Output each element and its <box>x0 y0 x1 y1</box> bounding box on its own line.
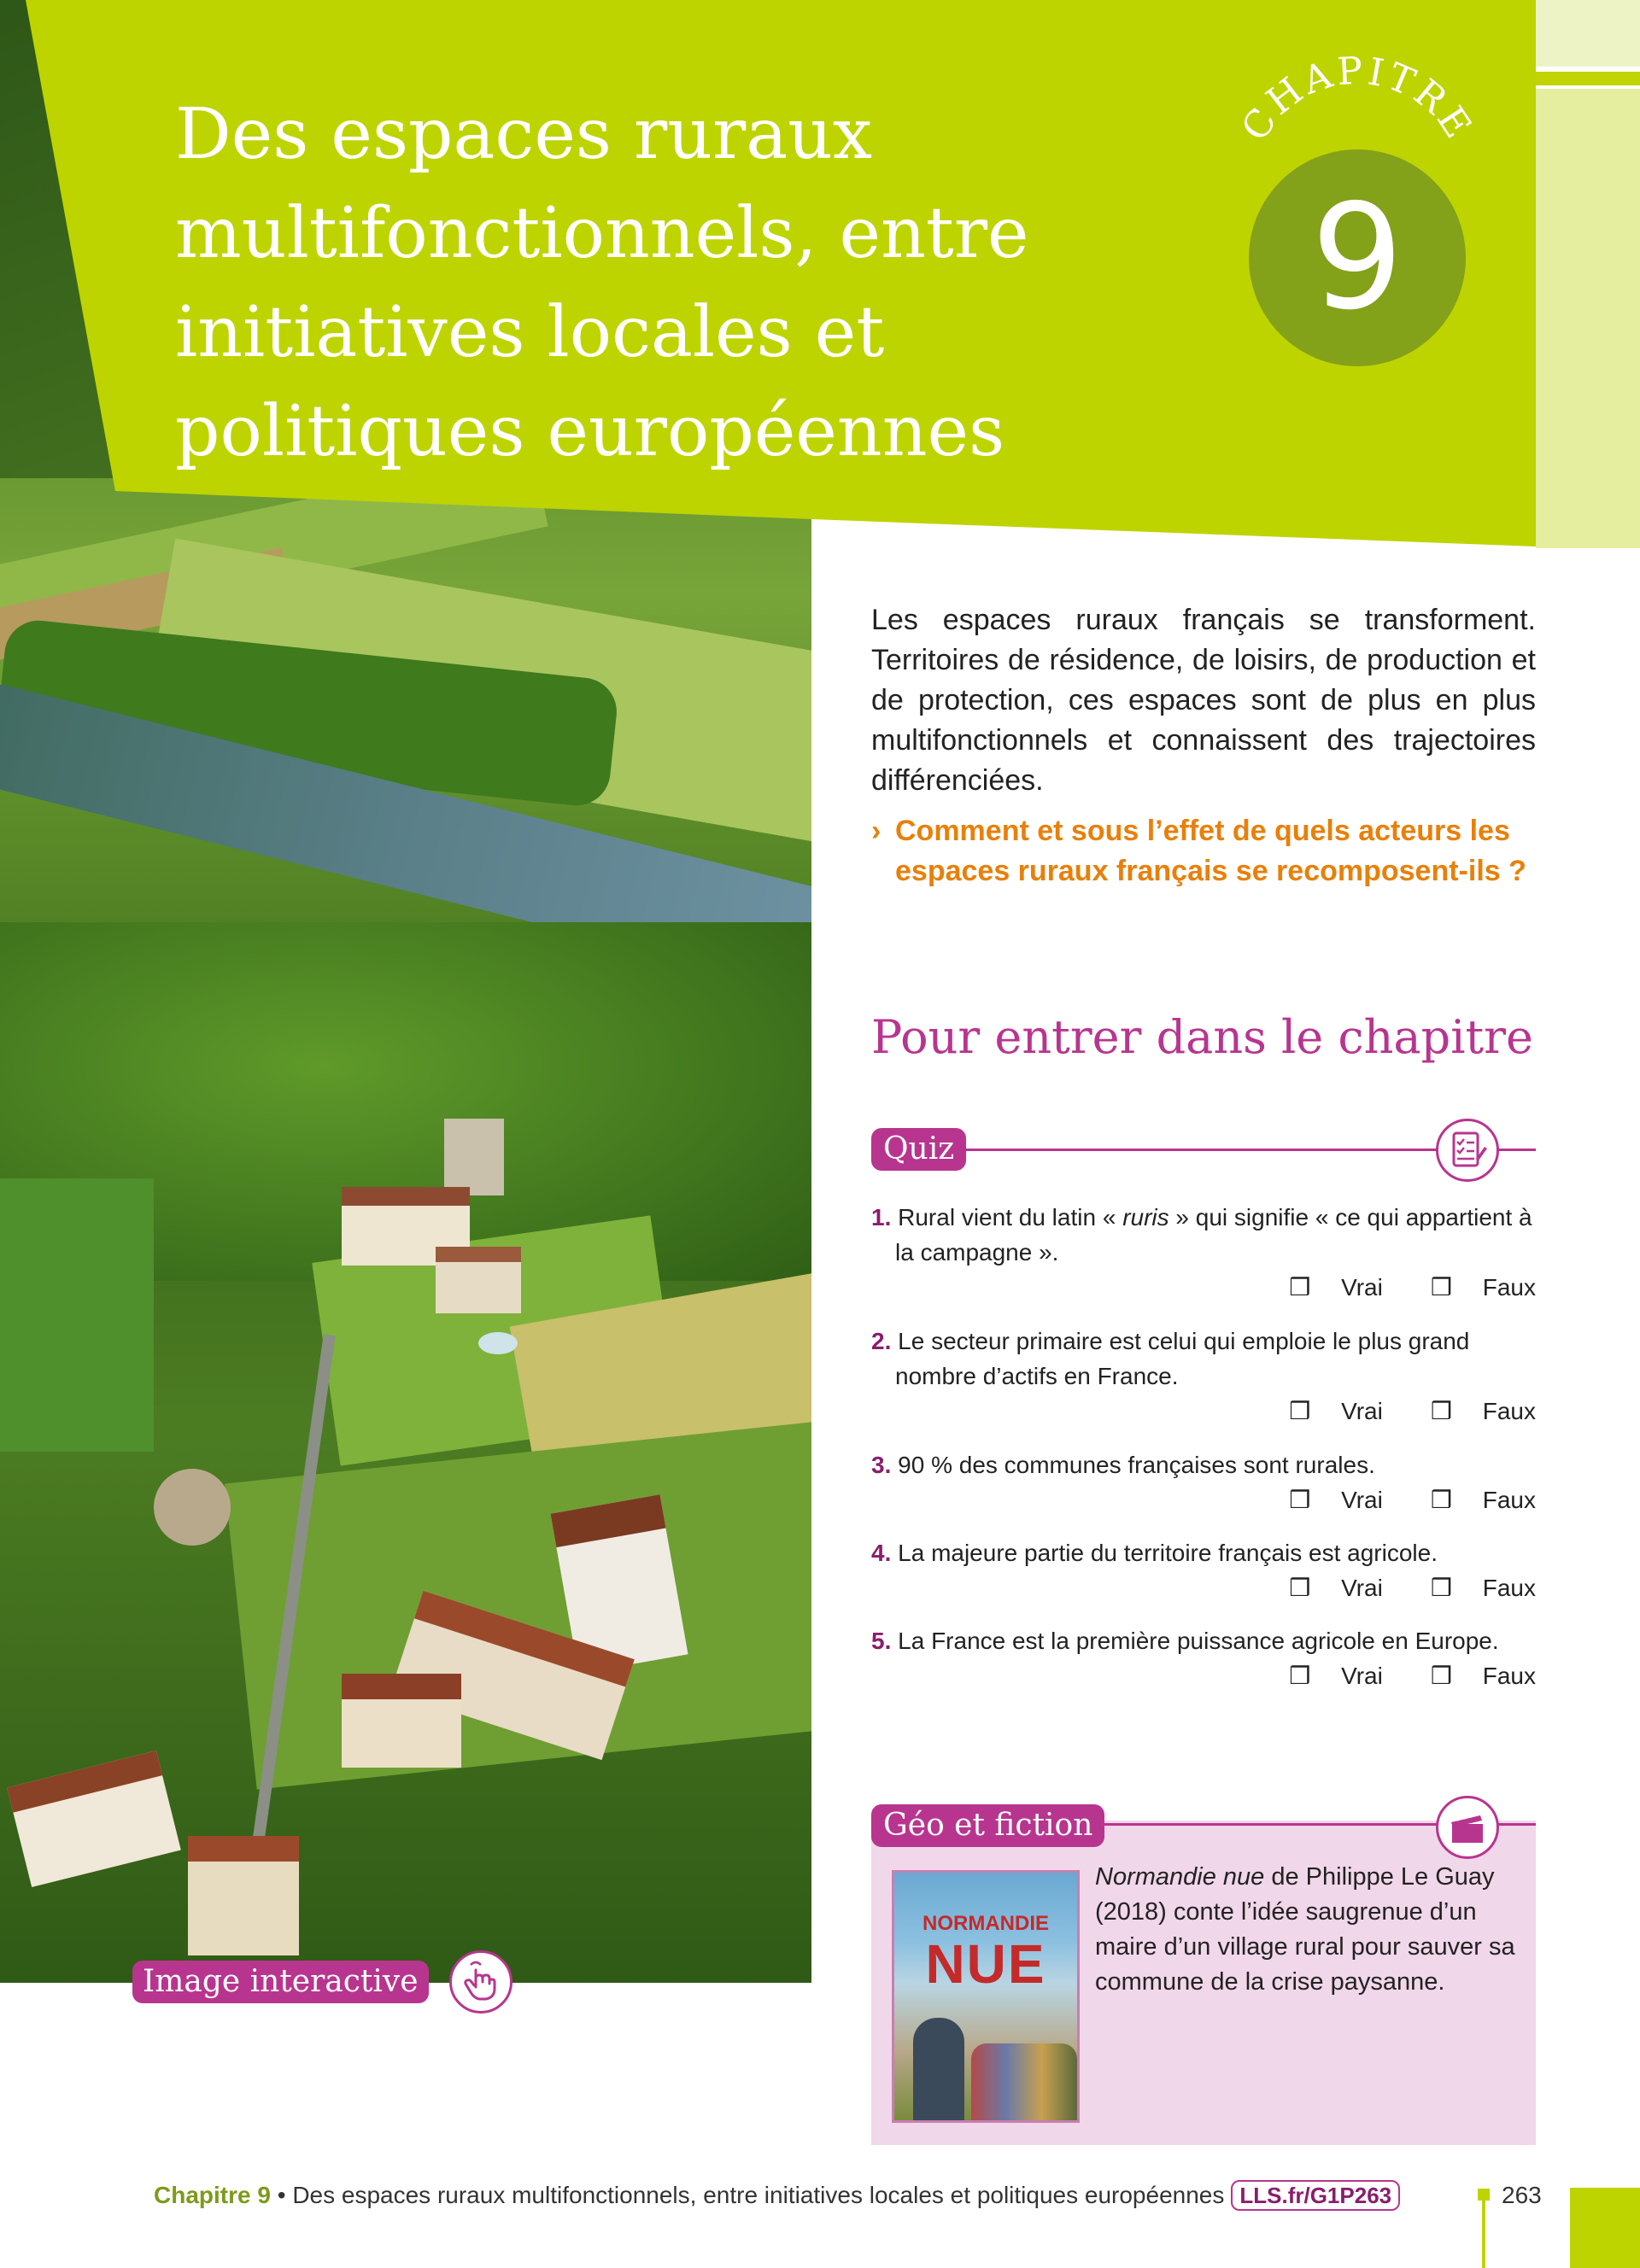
quiz-question <box>871 1324 1536 1394</box>
footer-title: Des espaces ruraux multifonctionnels, entre initiatives locales et politiques européennes <box>292 2182 1225 2208</box>
quiz-question-text: La majeure partie du territoire français est agricole. <box>898 1540 1438 1566</box>
checkbox-icon: ❒ <box>1289 1663 1311 1689</box>
chapter-number: 9 <box>1310 173 1404 342</box>
vrai-option[interactable] <box>1265 1274 1383 1301</box>
photo-house-1 <box>444 1119 504 1195</box>
film-poster[interactable] <box>892 1870 1080 2123</box>
quiz-question-text: Rural vient du latin « <box>898 1204 1123 1230</box>
quiz-question <box>871 1623 1536 1658</box>
quiz-question-italic: ruris <box>1122 1204 1169 1230</box>
photo-bare-tree <box>154 1469 231 1546</box>
poster-person <box>913 2018 964 2120</box>
checkbox-icon: ❒ <box>1430 1575 1452 1601</box>
checkbox-icon: ❒ <box>1289 1487 1311 1513</box>
quiz-question-text: 90 % des communes françaises sont rurales. <box>898 1452 1375 1478</box>
vrai-label: Vrai <box>1341 1487 1383 1513</box>
footer-separator: • <box>270 2182 293 2208</box>
chapter-title-line: Des espaces ruraux <box>175 94 873 175</box>
faux-label: Faux <box>1482 1274 1536 1301</box>
vrai-option[interactable] <box>1265 1663 1383 1689</box>
photo-house-3 <box>436 1247 521 1313</box>
quiz-question-text: Le secteur primaire est celui qui emploie le plus grand nombre d’actifs en France. <box>895 1328 1470 1389</box>
footer-link[interactable]: LLS.fr/G1P263 <box>1231 2180 1400 2211</box>
checkbox-icon: ❒ <box>1289 1575 1311 1601</box>
problem-question-text: Comment et sous l’effet de quels acteurs les espaces ruraux français se recomposent-ils ? <box>895 815 1526 887</box>
photo-green-field-left <box>0 1178 154 1452</box>
quiz-question <box>871 1535 1536 1570</box>
quiz-answers <box>871 1570 1536 1605</box>
checkbox-icon: ❒ <box>1430 1398 1452 1424</box>
chevron-right-icon: › <box>871 815 882 847</box>
chapter-word-text: CHAPITRE <box>1233 49 1482 149</box>
quiz-item <box>871 1623 1536 1693</box>
footer-chapter: Chapitre 9 <box>154 2182 271 2208</box>
page-marker-line <box>1482 2201 1485 2268</box>
vrai-option[interactable] <box>1265 1398 1383 1424</box>
quiz-answers <box>871 1270 1536 1305</box>
footer <box>154 2178 1461 2212</box>
film-description-text: de Philippe Le Guay (2018) conte l’idée saugrenue d’un maire d’un village rural pour sauver sa commune de la crise paysanne. <box>1095 1863 1515 1996</box>
quiz-item <box>871 1447 1536 1517</box>
faux-option[interactable] <box>1407 1274 1536 1301</box>
chapter-title-line: multifonctionnels, entre <box>175 193 1029 274</box>
faux-option[interactable] <box>1407 1487 1536 1513</box>
vrai-label: Vrai <box>1341 1274 1383 1301</box>
checkbox-icon: ❒ <box>1430 1487 1452 1513</box>
checkbox-icon: ❒ <box>1289 1398 1311 1424</box>
quiz-item <box>871 1324 1536 1429</box>
edge-stripe-middle <box>1536 89 1640 548</box>
vrai-label: Vrai <box>1341 1398 1383 1424</box>
quiz-item-number: 2. <box>871 1328 892 1354</box>
quiz-question <box>871 1447 1536 1482</box>
quiz-item-number: 4. <box>871 1540 892 1566</box>
vrai-label: Vrai <box>1341 1663 1383 1689</box>
quiz-answers <box>871 1482 1536 1517</box>
chapter-title-line: politiques européennes <box>175 391 1005 472</box>
edge-stripe-line <box>1536 72 1640 85</box>
vrai-label: Vrai <box>1341 1575 1383 1601</box>
checkbox-icon: ❒ <box>1430 1663 1452 1689</box>
vrai-option[interactable] <box>1265 1487 1383 1513</box>
quiz-answers <box>871 1658 1536 1693</box>
faux-label: Faux <box>1482 1575 1536 1601</box>
quiz-item-number: 3. <box>871 1452 892 1478</box>
quiz-item-number: 1. <box>871 1204 892 1230</box>
page-number: 263 <box>1502 2182 1542 2208</box>
fiction-clapper-icon[interactable] <box>1436 1796 1499 1859</box>
photo-farmhouse-4 <box>188 1836 299 1955</box>
photo-farmhouse-3 <box>7 1751 181 1887</box>
quiz-question-text: La France est la première puissance agricole en Europe. <box>898 1628 1499 1654</box>
quiz-item <box>871 1200 1536 1305</box>
clapperboard-icon <box>1438 1798 1496 1856</box>
quiz-item-number: 5. <box>871 1628 892 1654</box>
photo-farmhouse-2 <box>342 1674 461 1768</box>
intro-paragraph: Les espaces ruraux français se transforment. Territoires de résidence, de loisirs, de production et de protection, ces espaces sont de plus en plus multifonctionnels et connaissent des trajectoires différenciées. <box>871 604 1536 797</box>
faux-label: Faux <box>1482 1487 1536 1513</box>
fiction-description <box>1095 1860 1522 2000</box>
film-title: Normandie nue <box>1095 1863 1265 1891</box>
chapter-title-line: initiatives locales et <box>175 292 885 373</box>
poster-crowd <box>971 2043 1077 2120</box>
faux-label: Faux <box>1482 1663 1536 1689</box>
page-marker <box>1478 2189 1490 2201</box>
quiz-answers <box>871 1394 1536 1429</box>
faux-option[interactable] <box>1407 1398 1536 1424</box>
touch-hand-icon[interactable] <box>449 1950 512 2014</box>
faux-label: Faux <box>1482 1398 1536 1424</box>
problem-question <box>871 811 1536 891</box>
chapter-title <box>175 85 1157 482</box>
poster-title-line1: NORMANDIE <box>922 1912 1049 1935</box>
photo-pool <box>478 1332 518 1354</box>
quiz-checklist-icon[interactable] <box>1436 1119 1499 1182</box>
corner-block <box>1570 2188 1640 2268</box>
checkbox-icon: ❒ <box>1289 1274 1311 1301</box>
vrai-option[interactable] <box>1265 1575 1383 1601</box>
checkbox-icon: ❒ <box>1430 1274 1452 1301</box>
faux-option[interactable] <box>1407 1663 1536 1689</box>
faux-option[interactable] <box>1407 1575 1536 1601</box>
edge-stripe-top <box>1536 0 1640 67</box>
checklist-icon <box>1438 1121 1496 1179</box>
section-title: Pour entrer dans le chapitre <box>871 1010 1533 1064</box>
fiction-label: Géo et fiction <box>871 1804 1104 1847</box>
image-interactive-label[interactable]: Image interactive <box>132 1961 429 2003</box>
quiz-item <box>871 1535 1536 1605</box>
poster-title-line2: NUE <box>925 1933 1046 1995</box>
quiz-question <box>871 1200 1536 1270</box>
quiz-question-text: » qui signifie « ce qui appartient à la campagne ». <box>895 1204 1532 1266</box>
quiz-label: Quiz <box>871 1128 966 1171</box>
pointer-hand-icon <box>452 1953 510 2011</box>
